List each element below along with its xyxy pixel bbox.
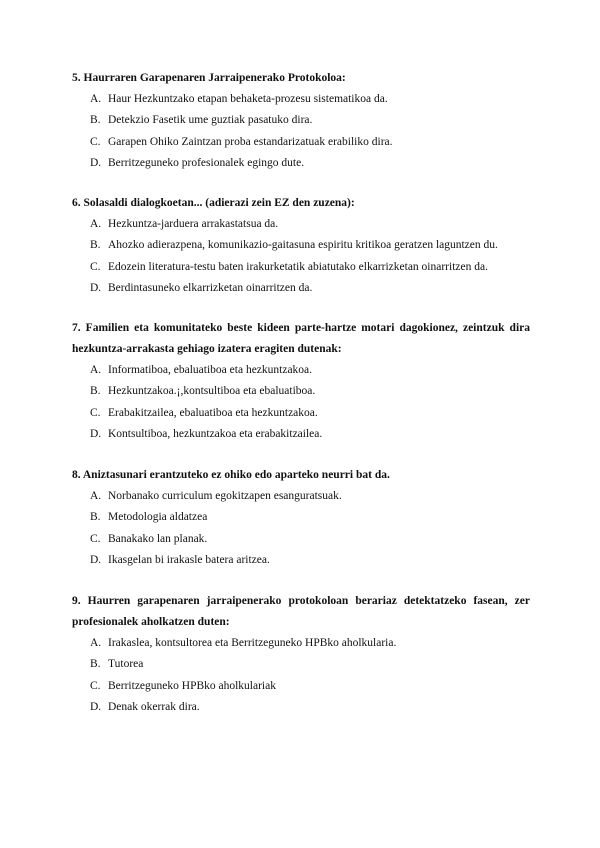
option-letter: C. (90, 679, 101, 692)
option-letter: B. (90, 658, 101, 671)
option-text: Norbanako curriculum egokitzapen esanguratsuak. (108, 490, 342, 502)
option-text: Berritzeguneko profesionalek egingo dute. (108, 156, 305, 169)
option-text: Ahozko adierazpena, komunikazio-gaitasuna espiritu kritikoa geratzen laguntzen du. (108, 239, 498, 252)
option-b (72, 381, 530, 402)
option-text: Tutorea (108, 658, 144, 671)
option-c (72, 403, 530, 424)
option-letter: C. (90, 260, 101, 273)
option-text: Kontsultiboa, hezkuntzakoa eta erabakitzailea. (108, 427, 323, 440)
option-d (72, 424, 530, 445)
option-a (72, 89, 530, 110)
option-d (72, 697, 530, 718)
option-letter: D. (90, 553, 102, 566)
option-letter: A. (90, 93, 102, 105)
option-letter: B. (90, 239, 101, 252)
option-c (72, 676, 530, 697)
options-list (72, 214, 530, 299)
option-d (72, 550, 530, 571)
option-text: Edozein literatura-testu baten irakurketatik abiatutako elkarrizketan oinarritzen da. (108, 260, 488, 273)
option-text: Denak okerrak dira. (108, 700, 200, 713)
option-text: Hezkuntza-jarduera arrakastatsua da. (108, 218, 279, 230)
option-text: Irakaslea, kontsultorea eta Berritzeguneko HPBko aholkularia. (108, 637, 397, 649)
option-letter: B. (90, 114, 101, 127)
question-title: 8. Aniztasunari erantzuteko ez ohiko edo aparteko neurri bat da. (72, 469, 390, 481)
option-text: Banakako lan planak. (108, 532, 208, 545)
question-7 (72, 318, 530, 445)
option-letter: A. (90, 637, 102, 649)
option-letter: D. (90, 156, 102, 169)
options-list (72, 486, 530, 571)
option-letter: B. (90, 385, 101, 398)
options-list (72, 633, 530, 718)
option-b (72, 507, 530, 528)
question-title: 5. Haurraren Garapenaren Jarraipenerako Protokoloa: (72, 72, 346, 84)
option-d (72, 278, 530, 299)
option-text: Hezkuntzakoa.¡,kontsultiboa eta ebaluatiboa. (108, 385, 316, 398)
option-b (72, 235, 530, 256)
question-title: 6. Solasaldi dialogkoetan... (adierazi zein EZ den zuzena): (72, 197, 355, 209)
option-a (72, 486, 530, 507)
option-c (72, 257, 530, 278)
option-letter: C. (90, 532, 101, 545)
option-text: Informatiboa, ebaluatiboa eta hezkuntzakoa. (108, 364, 313, 376)
option-letter: D. (90, 427, 102, 440)
option-letter: B. (90, 511, 101, 524)
option-a (72, 214, 530, 235)
option-text: Haur Hezkuntzako etapan behaketa-prozesu sistematikoa da. (108, 93, 388, 105)
option-d (72, 153, 530, 174)
option-text: Berdintasuneko elkarrizketan oinarritzen da. (108, 281, 313, 294)
question-8 (72, 465, 530, 571)
options-list (72, 360, 530, 445)
option-letter: C. (90, 135, 101, 148)
question-5 (72, 68, 530, 174)
option-letter: C. (90, 406, 101, 419)
question-6 (72, 193, 530, 299)
option-b (72, 654, 530, 675)
question-title: 9. Haurren garapenaren jarraipenerako protokoloan berariaz detektatzeko fasean, zer profesionalek aholkatzen duten: (72, 595, 530, 628)
option-text: Detekzio Fasetik ume guztiak pasatuko dira. (108, 114, 313, 127)
option-text: Ikasgelan bi irakasle batera aritzea. (108, 553, 270, 566)
option-letter: A. (90, 218, 102, 230)
option-c (72, 132, 530, 153)
option-letter: A. (90, 490, 102, 502)
question-9 (72, 591, 530, 718)
option-a (72, 633, 530, 654)
question-title: 7. Familien eta komunitateko beste kideen parte-hartze motari dagokionez, zeintzuk dira hezkuntza-arrakasta gehiago izatera eragiten dutenak: (72, 322, 530, 355)
option-letter: D. (90, 281, 102, 294)
option-b (72, 110, 530, 131)
option-a (72, 360, 530, 381)
option-c (72, 529, 530, 550)
option-letter: D. (90, 700, 102, 713)
option-text: Garapen Ohiko Zaintzan proba estandarizatuak erabiliko dira. (108, 135, 393, 148)
options-list (72, 89, 530, 174)
option-text: Berritzeguneko HPBko aholkulariak (108, 679, 276, 692)
option-letter: A. (90, 364, 102, 376)
option-text: Metodologia aldatzea (108, 511, 208, 524)
option-text: Erabakitzailea, ebaluatiboa eta hezkuntzakoa. (108, 406, 318, 419)
